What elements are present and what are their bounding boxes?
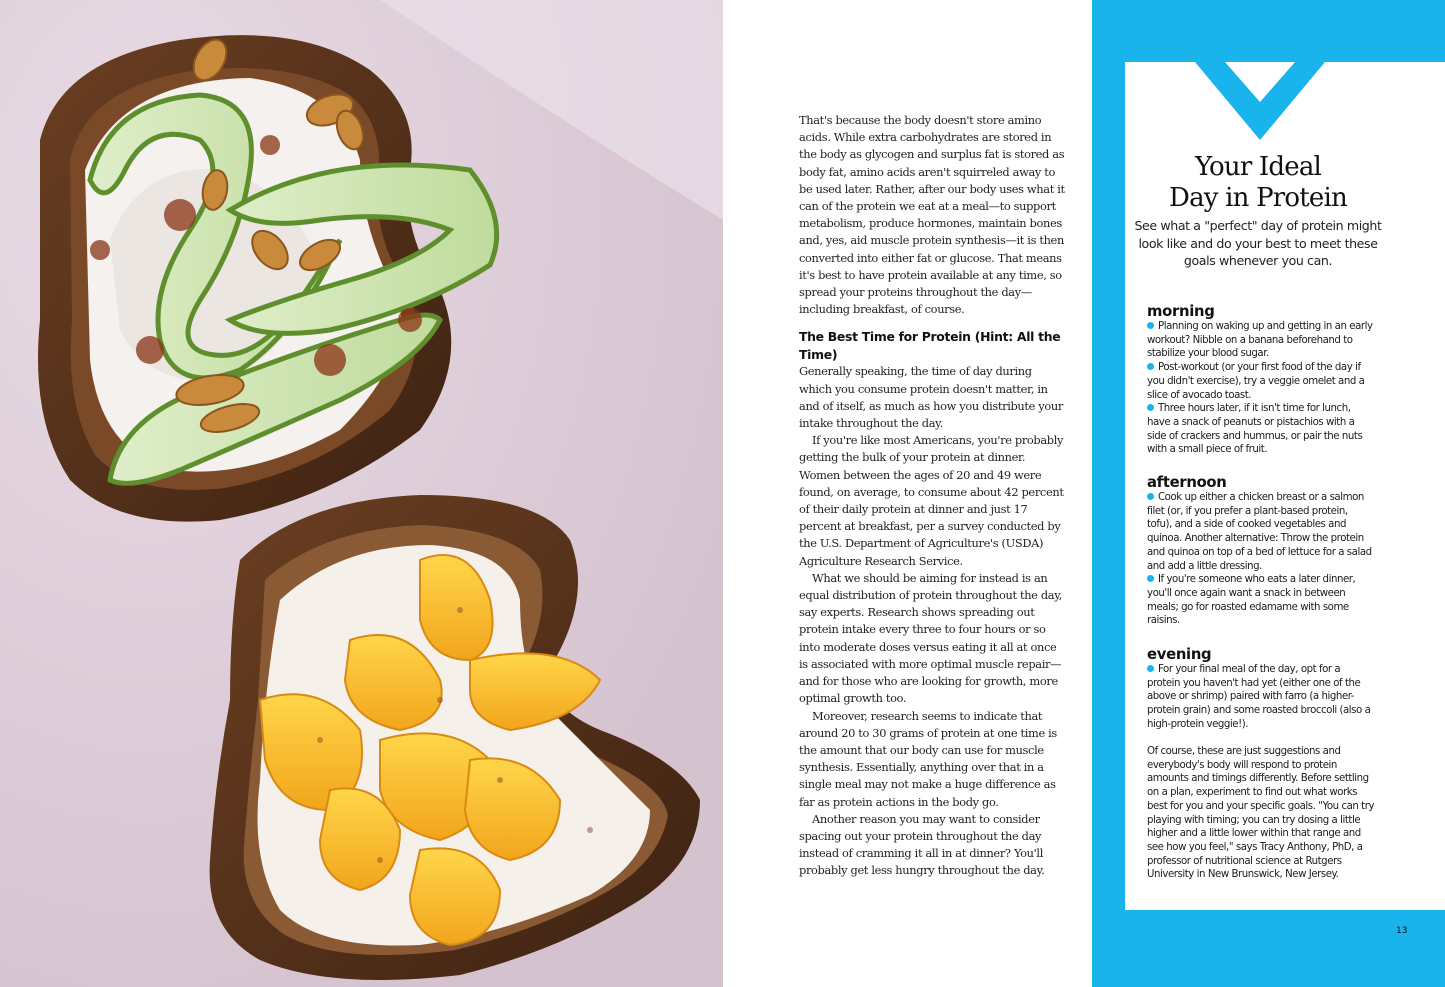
sidebar-title-line2: Day in Protein: [1169, 183, 1347, 213]
article-body: [799, 112, 1067, 880]
section-heading: morning: [1147, 303, 1215, 320]
bullet-icon: [1147, 665, 1154, 672]
list-item: For your final meal of the day, opt for a protein you haven't had yet (either one of the above or shrimp) paired with farro (a higher-protein grain) and some roasted broccoli (also a high-protein veggie!).: [1147, 664, 1371, 730]
list-item: Planning on waking up and getting in an early workout? Nibble on a banana beforehand to stabilize your blood sugar.: [1147, 321, 1373, 360]
list-item: If you're someone who eats a later dinner, you'll once again want a snack in between meals; go for roasted edamame with some raisins.: [1147, 574, 1356, 627]
sidebar-closing-paragraph: Of course, these are just suggestions and everybody's body will respond to protein amounts and timings differently. Before settling on a plan, experiment to find out what works best for you and your specific goals. "You can try playing with timing; you can try dosing a little higher and a little lower within that range and see how you feel," says Tracy Anthony, PhD, a professor of nutritional science at Rutgers University in New Brunswick, New Jersey.: [1147, 746, 1375, 881]
article-paragraph: Moreover, research seems to indicate that around 20 to 30 grams of protein at one time is the amount that our body can use for muscle synthesis. Essentially, anything over that in a single meal may not make a huge difference as far as protein actions in the body go.: [799, 708, 1057, 809]
bullet-icon: [1147, 404, 1154, 411]
article-subheading: The Best Time for Protein (Hint: All the Time): [799, 329, 1061, 362]
bullet-icon: [1147, 493, 1154, 500]
sidebar-title: [1125, 152, 1391, 214]
page-number: 13: [1396, 926, 1408, 936]
bullet-icon: [1147, 363, 1154, 370]
article-paragraph: What we should be aiming for instead is an equal distribution of protein throughout the day, say experts. Research shows spreading out protein intake every three to four hours or so into moderate doses versus eating it all at once is associated with more optimal muscle repair—and for those who are looking for growth, more optimal growth too.: [799, 570, 1063, 706]
list-item: Post-workout (or your first food of the day if you didn't exercise), try a veggie omelet and a slice of avocado toast.: [1147, 362, 1365, 401]
bullet-icon: [1147, 322, 1154, 329]
section-afternoon: [1147, 474, 1375, 628]
bullet-icon: [1147, 575, 1154, 582]
article-paragraph: Generally speaking, the time of day during which you consume protein doesn't matter, in and of itself, as much as how you distribute your intake throughout the day.: [799, 364, 1063, 431]
sidebar-subtitle: See what a "perfect" day of protein might look like and do your best to meet these goals whenever you can.: [1134, 218, 1382, 268]
section-evening: [1147, 646, 1375, 732]
section-morning: [1147, 303, 1375, 457]
chevron-down-icon: [1195, 62, 1325, 142]
article-intro-paragraph: That's because the body doesn't store amino acids. While extra carbohydrates are stored in the body as glycogen and surplus fat is stored as body fat, amino acids aren't squirreled away to be used later. Rather, after our body uses what it can of the protein we eat at a meal—to support metabolism, produce hormones, maintain bones and, yes, aid muscle protein synthesis—it is then converted into either fat or glucose. That means it's best to have protein available at any time, so spread your proteins throughout the day—including breakfast, of course.: [799, 113, 1065, 317]
article-paragraph: If you're like most Americans, you're probably getting the bulk of your protein at dinner. Women between the ages of 20 and 49 were found, on average, to consume about 42 percent of their daily protein at dinner and just 17 percent at breakfast, per a survey conducted by the U.S. Department of Agriculture's (USDA) Agriculture Research Service.: [799, 433, 1064, 568]
article-paragraph: Another reason you may want to consider spacing out your protein throughout the day instead of cramming it all in at dinner? You'll probably get less hungry throughout the day.: [799, 811, 1045, 878]
list-item: Three hours later, if it isn't time for lunch, have a snack of peanuts or pistachios with a side of crackers and hummus, or pair the nuts with a small piece of fruit.: [1147, 403, 1363, 456]
section-heading: evening: [1147, 646, 1212, 663]
list-item: Cook up either a chicken breast or a salmon filet (or, if you prefer a plant-based protein, tofu), and a side of cooked vegetables and quinoa. Another alternative: Throw the protein and quinoa on top of a bed of lettuce for a salad and add a little dressing.: [1147, 492, 1372, 572]
section-heading: afternoon: [1147, 474, 1227, 491]
sidebar-title-line1: Your Ideal: [1194, 152, 1322, 182]
